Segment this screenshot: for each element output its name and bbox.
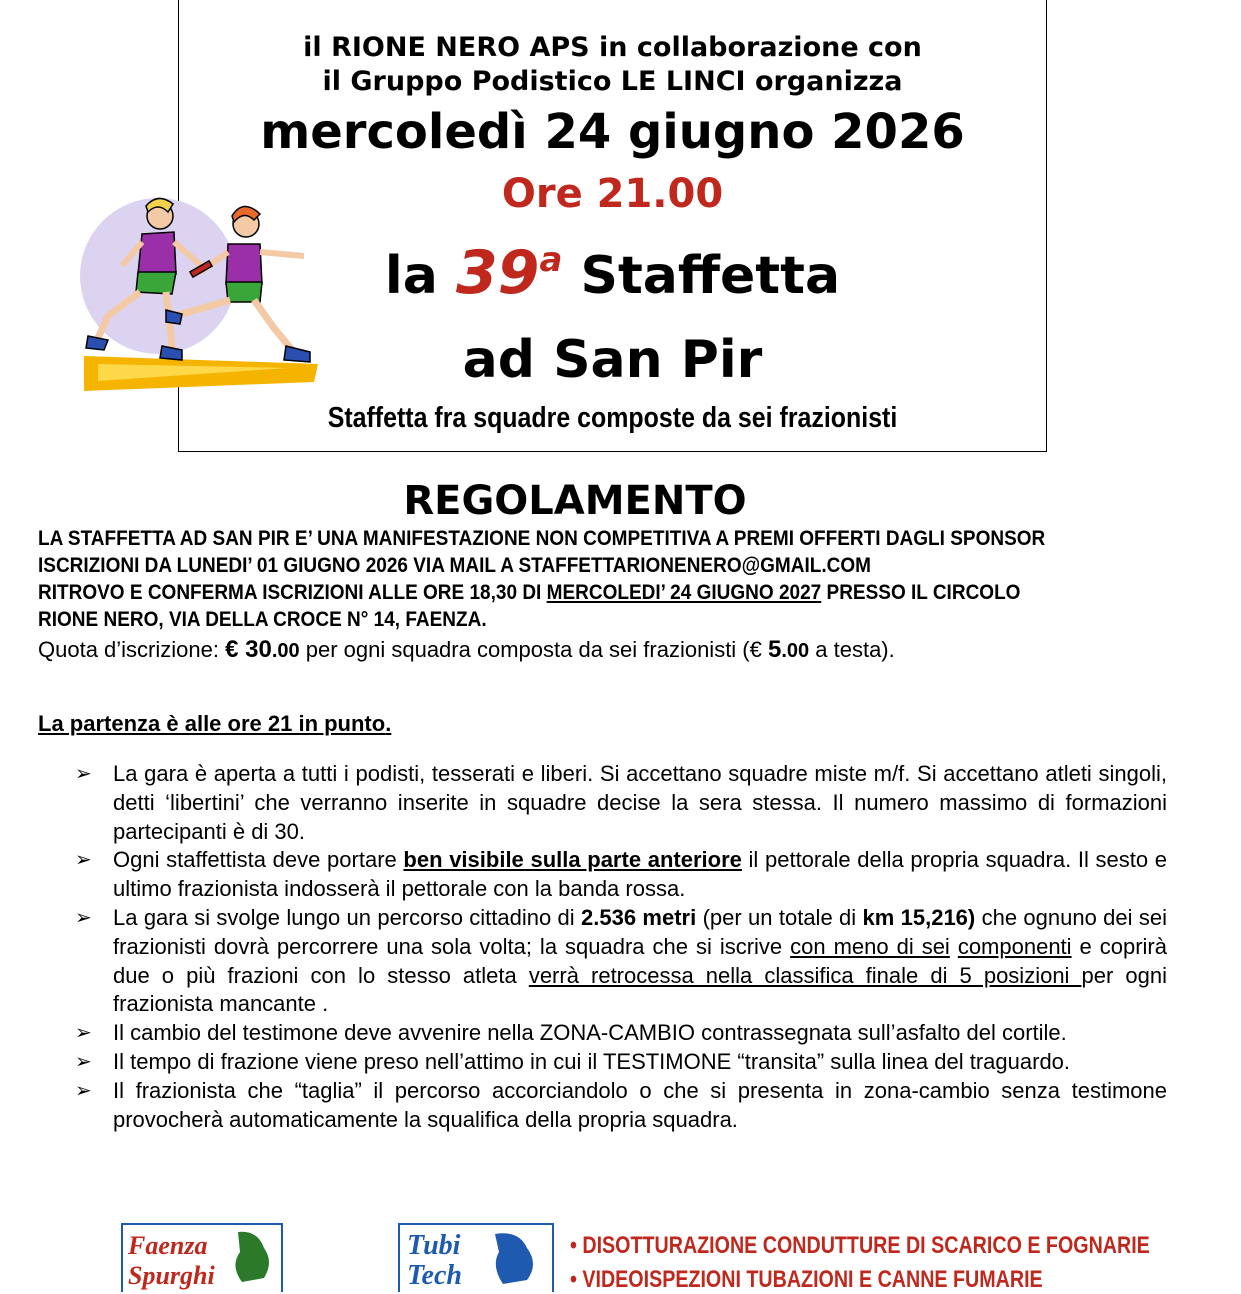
event-time: Ore 21.00 — [501, 171, 724, 217]
rule-item: ➢ La gara si svolge lungo un percorso cittadino di 2.536 metri (per un totale di km 15,216) che ognuno dei sei frazionisti dovrà percorrere una sola volta; la squadra che si iscrive con meno di sei componenti e coprirà due o più frazioni con lo stesso atleta verrà retrocessa nella classifica finale di 5 posizioni per ogni frazionista mancante . — [75, 904, 1167, 1017]
rule-item: ➢ Il cambio del testimone deve avvenire nella ZONA-CAMBIO contrassegnata sull’asfalto del cortile. — [75, 1019, 1167, 1048]
tubi-tech-logo — [395, 1222, 557, 1292]
lion-emblem-icon — [235, 1232, 269, 1282]
title-word: Staffetta — [580, 246, 841, 306]
rules-intro-line-2: ISCRIZIONI DA LUNEDI’ 01 GIUGNO 2026 VIA MAIL A STAFFETTARIONENERO@GMAIL.COM — [38, 554, 871, 577]
fee-amount: 30 — [245, 636, 272, 663]
arrow-bullet-icon: ➢ — [75, 763, 92, 785]
runners-illustration — [78, 186, 328, 396]
title-prefix: la — [384, 246, 438, 306]
organizer-line-2: il Gruppo Podistico LE LINCI organizza — [322, 66, 903, 97]
rule-item: ➢ Ogni staffettista deve portare ben visibile sulla parte anteriore il pettorale della propria squadra. Il sesto e ultimo frazionista indosserà il pettorale con la banda rossa. — [75, 847, 1167, 902]
fs-line-2: Spurghi — [128, 1261, 215, 1290]
arrow-bullet-icon: ➢ — [75, 1022, 92, 1045]
start-time-note: La partenza è alle ore 21 in punto. — [38, 711, 392, 736]
edition-superscript: a — [539, 240, 563, 280]
regolamento-title: REGOLAMENTO — [403, 478, 747, 524]
sponsor-service-2: • VIDEOISPEZIONI TUBAZIONI E CANNE FUMARIE — [570, 1266, 1043, 1293]
rules-intro-line-4: RIONE NERO, VIA DELLA CROCE N° 14, FAENZA. — [38, 608, 487, 631]
fs-line-1: Faenza — [128, 1231, 208, 1260]
rule-item: ➢ Il tempo di frazione viene preso nell’attimo in cui il TESTIMONE “transita” sulla linea del traguardo. — [75, 1048, 1167, 1077]
event-title-line2: ad San Pir — [462, 330, 763, 390]
rules-list — [75, 760, 1167, 1134]
sponsor-service-1: • DISOTTURAZIONE CONDUTTURE DI SCARICO E FOGNARIE — [570, 1232, 1150, 1259]
tt-line-2: Tech — [407, 1260, 462, 1291]
edition-number: 39$^a$ — [455, 238, 563, 308]
lion-emblem-icon — [495, 1233, 533, 1284]
meeting-date: MERCOLEDI’ 24 GIUGNO 2027 — [546, 581, 822, 604]
arrow-bullet-icon: ➢ — [75, 1050, 92, 1073]
fee-per-person: 5 — [767, 636, 782, 663]
arrow-bullet-icon: ➢ — [75, 1079, 92, 1102]
event-date: mercoledì 24 giugno 2026 — [260, 104, 965, 160]
event-subtitle: Staffetta fra squadre composte da sei frazionisti — [327, 402, 898, 434]
entry-fee: Quota d’iscrizione: € 30.00 per ogni squadra composta da sei frazionisti (€ 5.00 a testa). — [38, 636, 895, 663]
arrow-bullet-icon: ➢ — [75, 906, 92, 929]
rules-intro-line-3: RITROVO E CONFERMA ISCRIZIONI ALLE ORE 18,30 DI MERCOLEDI’ 24 GIUGNO 2027 PRESSO IL CIRCOLO — [38, 581, 1021, 604]
organizer-line-1: il RIONE NERO APS in collaborazione con — [303, 32, 922, 63]
rules-intro-line-1: LA STAFFETTA AD SAN PIR E’ UNA MANIFESTAZIONE NON COMPETITIVA A PREMI OFFERTI DAGLI SPONSOR — [38, 527, 1046, 550]
rule-item: ➢ Il frazionista che “taglia” il percorso accorciandolo o che si presenta in zona-cambio senza testimone provocherà automaticamente la squalifica della propria squadra. — [75, 1077, 1167, 1132]
rule-item: ➢ La gara è aperta a tutti i podisti, tesserati e liberi. Si accettano squadre miste m/f. Si accettano atleti singoli, detti ‘libertini’ che verranno inserite in squadre decise la sera stessa. Il numero massimo di formazioni partecipanti è di 30. — [75, 761, 1167, 844]
faenza-spurghi-logo — [118, 1222, 286, 1292]
tt-line-1: Tubi — [407, 1230, 461, 1261]
arrow-bullet-icon: ➢ — [75, 849, 92, 872]
